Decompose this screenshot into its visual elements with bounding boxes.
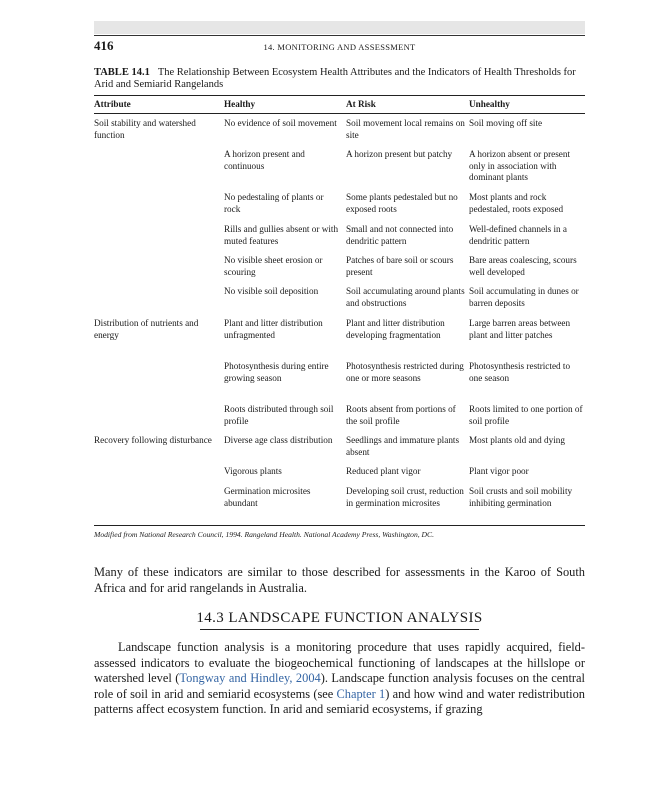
table-cell: No visible soil deposition (224, 286, 319, 296)
table-header-rule (94, 113, 585, 114)
table-cell: Large barren areas between plant and litter patches (469, 318, 571, 340)
col-header-at-risk: At Risk (346, 99, 376, 109)
table-cell: Distribution of nutrients and energy (94, 318, 199, 340)
col-header-unhealthy: Unhealthy (469, 99, 510, 109)
table-cell: Well-defined channels in a dendritic pattern (469, 224, 567, 246)
table-cell: Developing soil crust, reduction in germination microsites (346, 486, 464, 508)
table-cell: Recovery following disturbance (94, 435, 212, 445)
table-caption (94, 67, 585, 91)
table-cell: A horizon present but patchy (346, 149, 453, 159)
table-cell: Most plants old and dying (469, 435, 565, 445)
table-cell: Patches of bare soil or scours present (346, 255, 454, 277)
table-cell: No pedestaling of plants or rock (224, 192, 324, 214)
table-cell: No visible sheet erosion or scouring (224, 255, 323, 277)
paragraph-text: Landscape function analysis is a monitoring procedure that uses rapidly acquired, field-assessed indicators to evaluate the biogeochemical functioning of landscapes at the hillslope or watershed level ( (94, 640, 585, 686)
section-heading-rule (200, 629, 479, 630)
table-cell: Soil crusts and soil mobility inhibiting germination (469, 486, 573, 508)
table-cell: Seedlings and immature plants absent (346, 435, 460, 457)
chapter-link[interactable]: Chapter 1 (336, 686, 386, 701)
table-cell: Plant and litter distribution unfragmented (224, 318, 323, 340)
table-cell: Vigorous plants (224, 466, 282, 476)
paragraph-text: ) and how wind and water redistribution patterns affect ecosystem function. In arid and semiarid ecosystems, if grazing (94, 686, 585, 717)
header-bar (94, 21, 585, 34)
table-cell: A horizon present and continuous (224, 149, 305, 171)
table-cell: Reduced plant vigor (346, 466, 421, 476)
col-header-healthy: Healthy (224, 99, 256, 109)
table-bottom-rule (94, 525, 585, 526)
table-cell: Soil moving off site (469, 118, 543, 128)
table-cell: Soil accumulating in dunes or barren deposits (469, 286, 579, 308)
table-cell: Photosynthesis restricted during one or more seasons (346, 361, 464, 383)
table-cell: Soil stability and watershed function (94, 118, 196, 140)
table-source-note: Modified from National Research Council, 1994. Rangeland Health. National Academy Press, Washington, DC. (94, 530, 435, 539)
header-rule (94, 35, 585, 36)
table-cell: No evidence of soil movement (224, 118, 337, 128)
section-heading: 14.3 LANDSCAPE FUNCTION ANALYSIS (196, 610, 483, 626)
table-caption-label: TABLE 14.1 (94, 67, 150, 78)
table-cell: Some plants pedestaled but no exposed roots (346, 192, 458, 214)
table-cell: Roots distributed through soil profile (224, 404, 334, 426)
table-cell: Rills and gullies absent or with muted features (224, 224, 339, 246)
running-title: 14. MONITORING AND ASSESSMENT (263, 42, 416, 52)
citation-link[interactable]: Tongway and Hindley, 2004 (179, 671, 321, 686)
table-cell: Soil accumulating around plants and obstructions (346, 286, 465, 308)
page-number: 416 (94, 38, 114, 53)
table-top-rule (94, 95, 585, 96)
body-paragraph: Many of these indicators are similar to those described for assessments in the Karoo of South Africa and for arid rangelands in Australia. (94, 565, 585, 595)
table-cell: A horizon absent or present only in association with dominant plants (469, 149, 571, 183)
table-cell: Small and not connected into dendritic pattern (346, 224, 454, 246)
col-header-attribute: Attribute (94, 99, 131, 109)
paragraph-text: ). Landscape function analysis focuses on the central role of soil in arid and semiarid ecosystems (see (94, 671, 585, 701)
table-cell: Soil movement local remains on site (346, 118, 465, 140)
table-caption-text: The Relationship Between Ecosystem Health Attributes and the Indicators of Health Thresholds for Arid and Semiarid Rangelands (94, 67, 576, 90)
table-cell: Plant vigor poor (469, 466, 529, 476)
table-cell: Photosynthesis restricted to one season (469, 361, 571, 383)
table-cell: Bare areas coalescing, scours well developed (469, 255, 577, 277)
table-cell: Roots limited to one portion of soil profile (469, 404, 583, 426)
table-cell: Plant and litter distribution developing fragmentation (346, 318, 445, 340)
table-cell: Photosynthesis during entire growing season (224, 361, 329, 383)
table-cell: Most plants and rock pedestaled, roots exposed (469, 192, 564, 214)
table-cell: Diverse age class distribution (224, 435, 333, 445)
table-cell: Germination microsites abundant (224, 486, 311, 508)
body-paragraph (94, 640, 585, 718)
table-cell: Roots absent from portions of the soil profile (346, 404, 456, 426)
